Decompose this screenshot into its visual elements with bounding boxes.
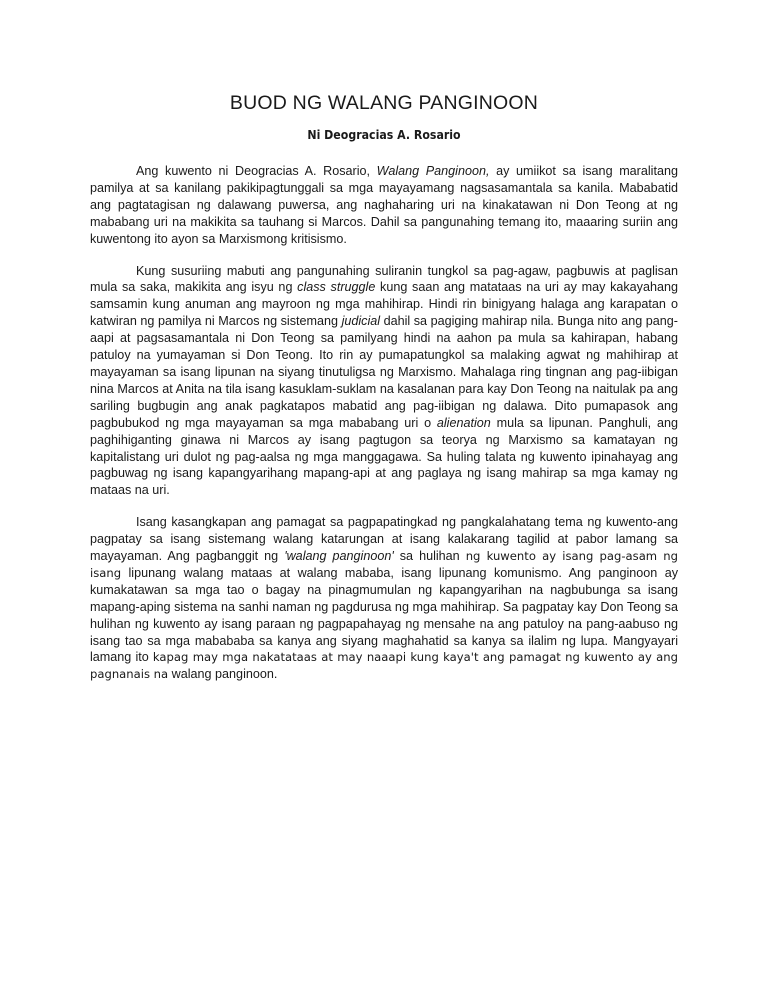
paragraph-2-text-a: Kung susuriing mabuti ang pangunahing suliranin tungkol sa pag-agaw, pagbuwis at paglisan mula sa saka, makikita ang isyu ng	[90, 263, 678, 295]
paragraph-3-text-c: ng kuwento ay isang pag-asam ng isang	[90, 549, 678, 580]
paragraph-1	[90, 163, 678, 248]
story-title-emphasis: Walang Panginoon,	[376, 164, 490, 178]
paragraph-3-text-d: lipunang walang mataas at walang mababa, isang lipunang komunismo. Ang panginoon ay kumakatawan sa mga tao o bagay na pinagmumulan ng kapangyarihan na nagbubunga sa isang mapang-aping sistema na sanhi naman ng pagdurusa ng mga mahihirap. Sa pagpatay kay Don Teong sa hulihan ng kuwento ay isang paraan ng pagpapahayag ng mensahe na ang patuloy na pang-aabuso ng isang tao sa mga mabababa sa kanya ang siyang maghahatid sa kanya sa ilalim ng lupa. Mangyayari lamang ito	[90, 565, 678, 665]
paragraph-2-text-d: mula sa lipunan. Panghuli, ang paghihiganting ginawa ni Marcos ay isang pagtugon sa teorya ng Marxismo sa kamatayan ng kapitalistang uri dulot ng pag-aalsa ng mga manggagawa. Sa huling talata ng kuwento ipinahayag ang pagbuwag ng isang kapangyarihang mapang-api at ang paglaya ng isang mahirap sa mga kamay ng mataas na uri.	[90, 415, 678, 498]
paragraph-3-text-b: sa hulihan	[393, 549, 466, 564]
paragraph-2	[90, 263, 678, 500]
class-struggle-emphasis: class struggle	[297, 280, 376, 295]
document-page	[90, 0, 678, 683]
judicial-emphasis: judicial	[341, 314, 381, 329]
paragraph-3-text-e: kapag may mga nakatataas at may naaapi kung kaya't ang pamagat ng kuwento ay ang pagnanais na	[90, 650, 678, 682]
paragraph-1-text-b: ay umiikot sa isang maralitang pamilya at sa kanilang pakikipagtunggali sa mga mayayamang nagsasamantala sa kanila. Mababatid ang pagtatagisan ng dalawang puwersa, ang naghaharing uri na kinakatawan ni Don Teong at ng mababang uri na makikita sa tauhang si Marcos. Dahil sa pangunahing temang ito, maaaring suriin ang kuwentong ito ayon sa Marxismong kritisismo.	[90, 164, 678, 246]
document-title: BUOD NG WALANG PANGINOON	[229, 92, 539, 114]
paragraph-2-text-c: dahil sa pagiging mahirap nila. Bunga nito ang pang-aapi at pagsasamantala ni Don Teong sa pamilyang hindi na aahon pa mula sa kahirapan, habang patuloy na yumayaman si Don Teong. Ito rin ay pumapatungkol sa malaking agwat ng mahihirap at mayayaman sa isang lipunan na siyang tinutuligsa ng Marxismo. Mahalaga ring tingnan ang pag-iibigan nina Marcos at Anita na tila isang kasuklam-suklam na kasalanan para kay Don Teong na naitulak pa ang sariling bugbugin ang anak pagkatapos mabatid ang pag-iibigan ng dalawa. Dito pumapasok ang pagbubukod ng mga mayayaman sa mga mababang uri o	[90, 314, 678, 430]
alienation-emphasis: alienation	[436, 415, 491, 430]
paragraph-2-text-b: kung saan ang matataas na uri ay may kakayahang samsamin kung anuman ang mayroon ng mga mahihirap. Hindi rin binigyang halaga ang karapatan o katwiran ng pamilya ni Marcos ng sistemang	[90, 280, 678, 329]
paragraph-3-text-a: Isang kasangkapan ang pamagat sa pagpapatingkad ng pangkalahatang tema ng kuwento-ang pagpatay sa isang sistemang walang katarungan at isang kalakarang tagilid at pabor lamang sa mayayaman. Ang pagbanggit ng	[90, 515, 678, 564]
paragraph-3-text-f: walang panginoon.	[168, 667, 278, 682]
paragraph-3	[90, 514, 678, 683]
paragraph-1-text-a: Ang kuwento ni Deogracias A. Rosario,	[136, 164, 377, 178]
document-author: Ni Deogracias A. Rosario	[307, 127, 461, 142]
walang-panginoon-emphasis: 'walang panginoon'	[284, 549, 394, 564]
